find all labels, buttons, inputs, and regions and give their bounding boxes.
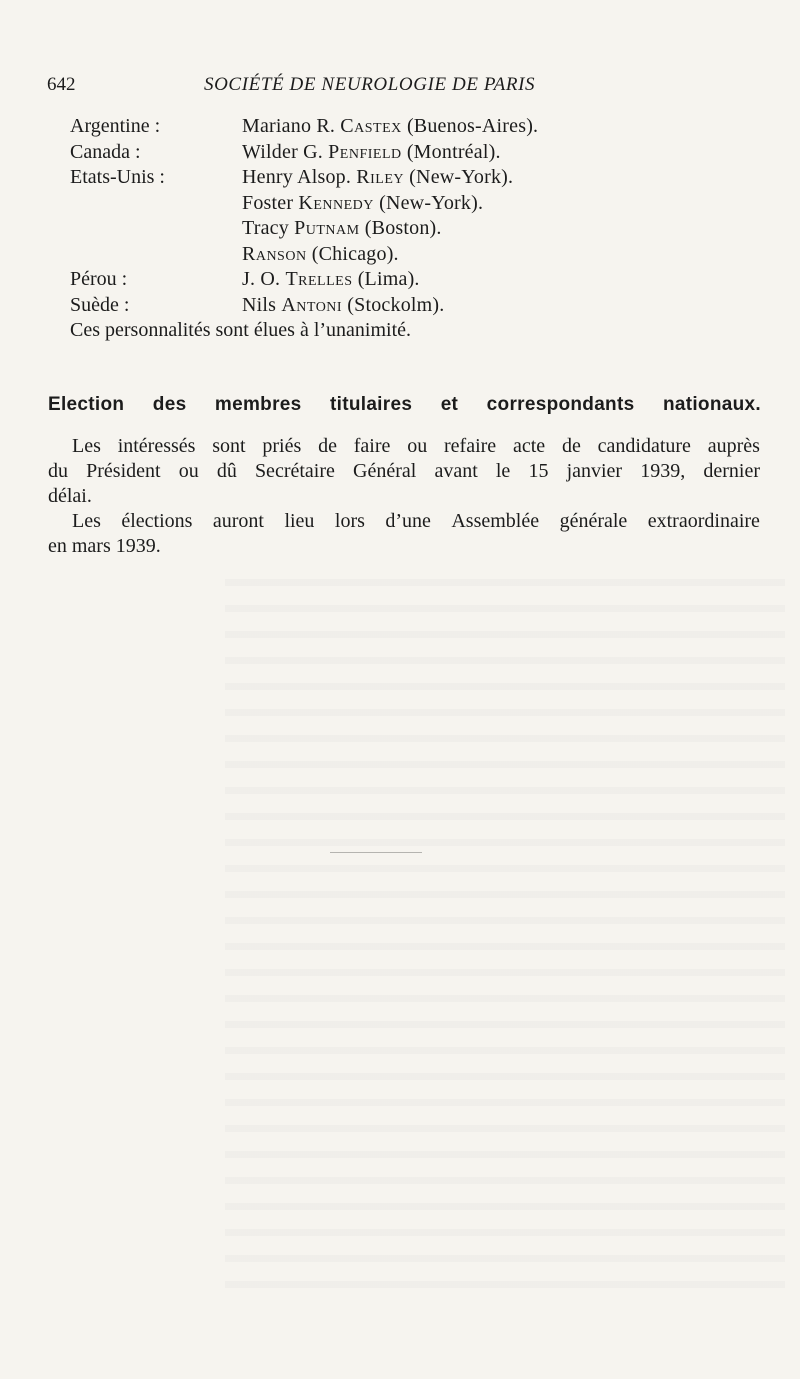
paragraph-line: du Président ou dû Secrétaire Général avant le 15 janvier 1939, dernier (48, 460, 760, 482)
paragraph-line: Les élections auront lieu lors d’une Assemblée générale extraordinaire (72, 510, 760, 532)
running-title: SOCIÉTÉ DE NEUROLOGIE DE PARIS (204, 74, 536, 95)
body-text (48, 434, 760, 559)
member-name: Tracy Putnam (Boston). (242, 217, 442, 239)
member-name: Nils Antoni (Stockolm). (242, 293, 445, 316)
list-item (70, 242, 760, 268)
bleed-through-shadow (225, 560, 785, 1290)
page-number: 642 (47, 74, 76, 95)
list-item (70, 140, 760, 166)
list-item (70, 165, 760, 191)
honorary-members-list (70, 114, 760, 318)
member-name: Mariano R. Castex (Buenos-Aires). (242, 115, 539, 137)
member-name: Ranson (Chicago). (242, 242, 399, 265)
section-heading: Election des membres titulaires et correspondants nationaux. (48, 394, 761, 415)
member-name: Foster Kennedy (New-York). (242, 191, 484, 214)
paragraph-line: Les intéressés sont priés de faire ou refaire acte de candidature auprès (72, 435, 760, 457)
paragraph-line: en mars 1939. (48, 535, 161, 557)
page-header (0, 74, 800, 100)
list-item (70, 267, 760, 293)
country-label: Canada : (70, 140, 141, 163)
list-item (70, 293, 760, 319)
member-name: Henry Alsop. Riley (New-York). (242, 166, 514, 188)
country-label: Argentine : (70, 115, 161, 137)
list-item (70, 191, 760, 217)
member-name: J. O. Trelles (Lima). (242, 268, 420, 290)
list-item (70, 114, 760, 140)
country-label: Etats-Unis : (70, 166, 165, 188)
list-item (70, 216, 760, 242)
country-label: Pérou : (70, 268, 128, 290)
unanimity-statement: Ces personnalités sont élues à l’unanimité. (70, 319, 412, 341)
bleed-through-rule (330, 852, 422, 853)
member-name: Wilder G. Penfield (Montréal). (242, 140, 501, 163)
country-label: Suède : (70, 293, 130, 316)
paragraph-line: délai. (48, 485, 92, 507)
